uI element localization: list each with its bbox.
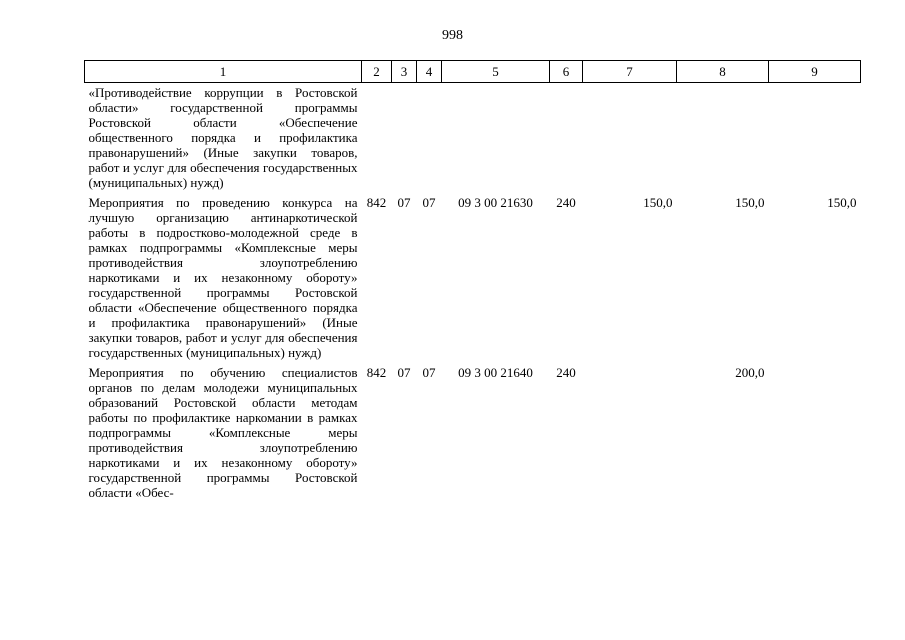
row-target-code: 09 3 00 21640 [458,365,533,380]
row-expense-type: 240 [556,195,576,210]
row-amount-7: 150,0 [643,195,673,210]
table-row [85,83,861,191]
row-amount-9: 150,0 [827,195,857,210]
row-amount-8: 200,0 [735,365,765,380]
row-section-code [392,83,417,191]
column-header-8: 8 [677,61,769,83]
row-expense-type [550,83,583,191]
header-row [85,61,861,83]
column-header-4: 4 [417,61,442,83]
table-row [85,360,861,500]
row-ministry-code: 842 [366,195,387,210]
row-section-code: 07 [397,365,411,380]
page-number: 998 [442,28,463,43]
row-ministry-code: 842 [366,365,387,380]
row-section-code: 07 [397,195,411,210]
row-amount-9 [769,83,861,191]
row-amount-8: 150,0 [735,195,765,210]
row-subsection-code: 07 [422,195,436,210]
row-amount-7 [583,83,677,191]
column-header-3: 3 [392,61,417,83]
column-header-5: 5 [442,61,550,83]
row-ministry-code [362,83,392,191]
budget-table [84,60,861,500]
column-header-1: 1 [85,61,362,83]
row-name: «Противодействие коррупции в Ростовской области» государственной программы Ростовской области «Обеспечение общественного порядка и профилактика правонарушений» (Иные закупки товаров, работ и услуг для обеспечения государственных (муниципальных) нужд) [88,85,358,190]
row-amount-9 [769,360,861,500]
column-header-2: 2 [362,61,392,83]
row-subsection-code: 07 [422,365,436,380]
row-expense-type: 240 [556,365,576,380]
column-header-9: 9 [769,61,861,83]
table-row [85,190,861,360]
row-subsection-code [417,83,442,191]
row-name: Мероприятия по проведению конкурса на лучшую организацию антинаркотической работы в подростково-молодежной среде в рамках подпрограммы «Комплексные меры противодействия злоупотреблению наркотиками и их незаконному обороту» государственной программы Ростовской области «Обеспечение общественного порядка и профилактика правонарушений» (Иные закупки товаров, работ и услуг для обеспечения государственных (муниципальных) нужд) [88,195,358,360]
column-header-7: 7 [583,61,677,83]
column-header-6: 6 [550,61,583,83]
row-target-code [442,83,550,191]
row-amount-8 [677,83,769,191]
row-name: Мероприятия по обучению специалистов органов по делам молодежи муниципальных образований Ростовской области методам работы по профилактике наркомании в рамках подпрограммы «Комплексные меры противодействия злоупотреблению наркотиками и их незаконному обороту» государственной программы Ростовской области «Обес- [88,365,358,500]
row-amount-7 [583,360,677,500]
row-target-code: 09 3 00 21630 [458,195,533,210]
